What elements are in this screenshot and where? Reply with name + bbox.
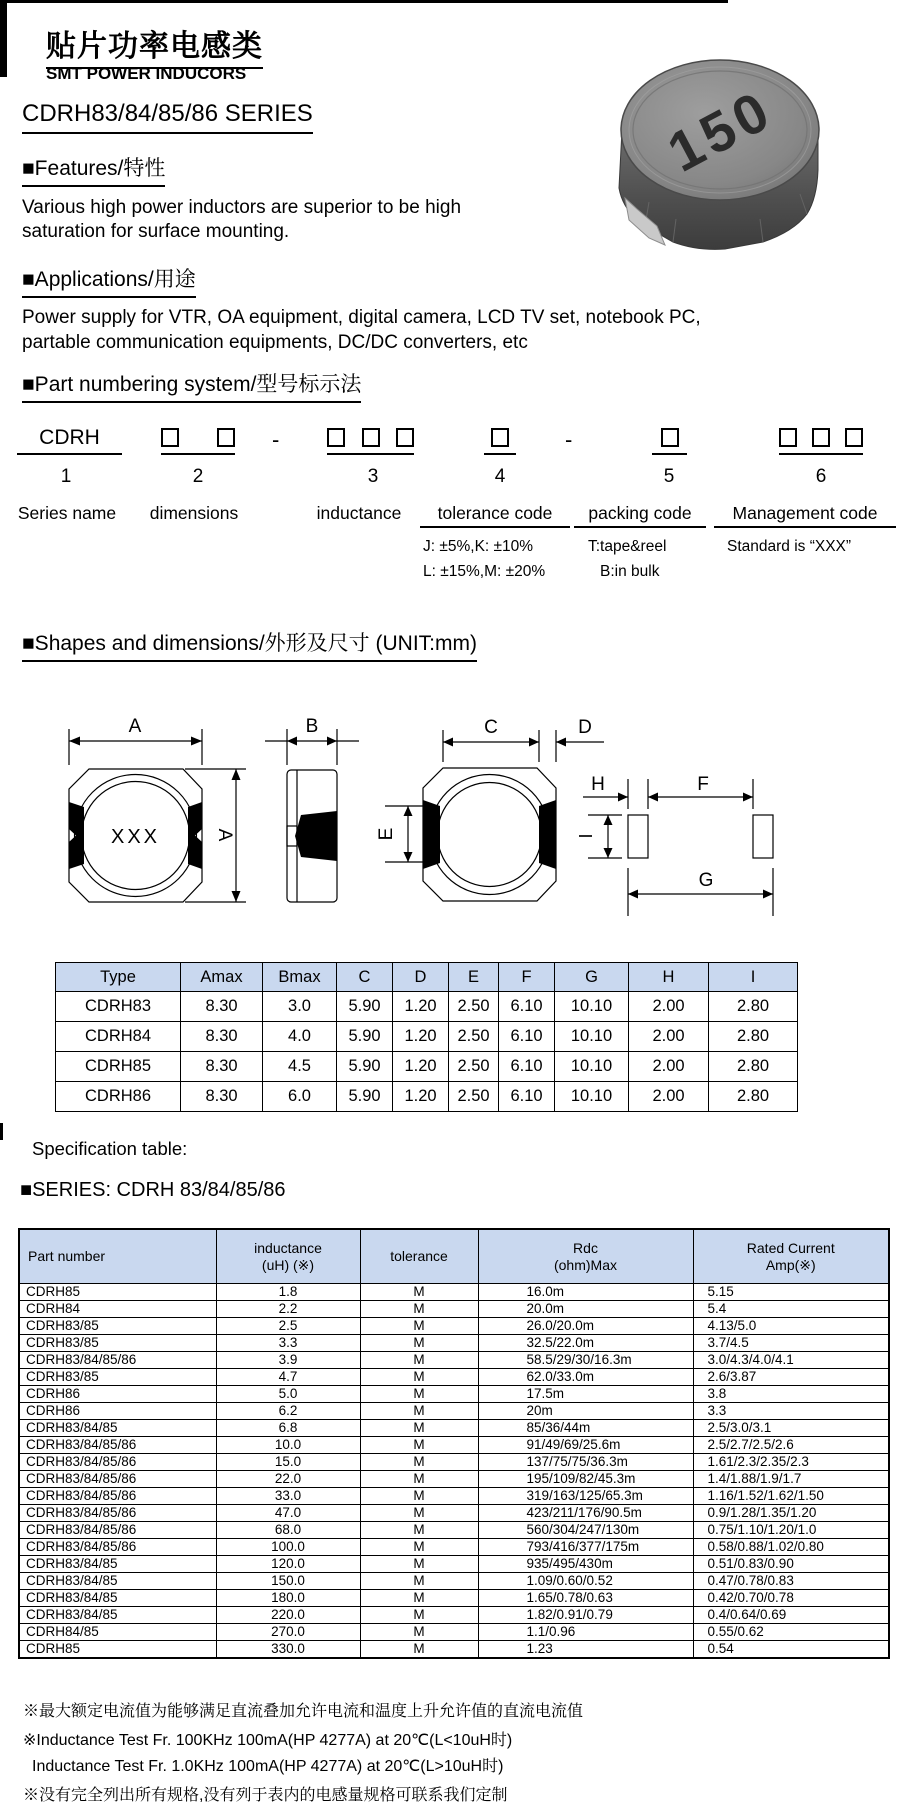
table-cell: 1.23	[478, 1641, 693, 1659]
dim-label-a-top: A	[128, 716, 142, 737]
table-cell: M	[360, 1335, 478, 1352]
table-cell: CDRH85	[56, 1052, 181, 1082]
table-cell: 6.10	[499, 992, 555, 1022]
table-cell: 793/416/377/175m	[478, 1539, 693, 1556]
dimension-drawings	[0, 690, 904, 960]
table-cell: 180.0	[216, 1590, 360, 1607]
table-cell: 4.7	[216, 1369, 360, 1386]
table-cell: 3.7/4.5	[693, 1335, 889, 1352]
table-cell: 1.09/0.60/0.52	[478, 1573, 693, 1590]
page-left-tick	[0, 1123, 3, 1140]
table-cell: M	[360, 1352, 478, 1369]
table-cell: 935/495/430m	[478, 1556, 693, 1573]
table-cell: 17.5m	[478, 1386, 693, 1403]
table-cell: 6.10	[499, 1052, 555, 1082]
table-cell: 220.0	[216, 1607, 360, 1624]
table-cell: M	[360, 1573, 478, 1590]
table-cell: M	[360, 1624, 478, 1641]
table-cell: M	[360, 1403, 478, 1420]
code-box	[812, 428, 830, 447]
table-cell: 0.55/0.62	[693, 1624, 889, 1641]
table-cell: 319/163/125/65.3m	[478, 1488, 693, 1505]
table-cell: 5.90	[337, 1082, 393, 1112]
pn-packing-detail-2: B:in bulk	[600, 563, 660, 580]
pn-tolerance-detail-2: L: ±15%,M: ±20%	[423, 563, 546, 580]
table-cell: M	[360, 1641, 478, 1659]
table-cell: 32.5/22.0m	[478, 1335, 693, 1352]
table-row	[19, 1624, 889, 1641]
table-cell: 0.51/0.83/0.90	[693, 1556, 889, 1573]
table-cell: 1.4/1.88/1.9/1.7	[693, 1471, 889, 1488]
table-cell: M	[360, 1284, 478, 1301]
table-cell: 150.0	[216, 1573, 360, 1590]
table-row	[19, 1403, 889, 1420]
table-cell: CDRH84/85	[19, 1624, 216, 1641]
pn-tolerance-detail-1: J: ±5%,K: ±10%	[423, 538, 534, 555]
table-row	[19, 1301, 889, 1318]
table-row	[19, 1284, 889, 1301]
table-cell: 5.90	[337, 992, 393, 1022]
pn-management-boxes	[779, 428, 863, 455]
table-cell: CDRH83/85	[19, 1369, 216, 1386]
table-cell: 6.10	[499, 1022, 555, 1052]
table-cell: 2.80	[709, 992, 798, 1022]
pn-dash-2: -	[565, 427, 573, 452]
table-cell: CDRH83/84/85	[19, 1590, 216, 1607]
table-cell: CDRH83/84/85	[19, 1556, 216, 1573]
pn-packing-detail-1: T:tape&reel	[588, 538, 667, 555]
table-row	[56, 1022, 798, 1052]
product-photo	[545, 30, 875, 260]
table-cell: 1.20	[393, 1022, 449, 1052]
table-row	[19, 1488, 889, 1505]
pn-tolerance-box	[484, 428, 516, 455]
table-cell: 2.00	[629, 1022, 709, 1052]
table-cell: 2.50	[449, 1022, 499, 1052]
table-row	[19, 1437, 889, 1454]
land-pattern-drawing	[576, 774, 773, 916]
table-cell: 20.0m	[478, 1301, 693, 1318]
table-cell: CDRH85	[19, 1641, 216, 1659]
land-pad-left	[628, 815, 648, 858]
table-row	[19, 1420, 889, 1437]
code-box	[161, 428, 179, 447]
table-row	[19, 1454, 889, 1471]
table-cell: 560/304/247/130m	[478, 1522, 693, 1539]
table-cell: 0.54	[693, 1641, 889, 1659]
table-cell: CDRH84	[19, 1301, 216, 1318]
table-cell: CDRH83/85	[19, 1335, 216, 1352]
column-header-part-number: Part number	[19, 1229, 216, 1284]
table-row	[19, 1369, 889, 1386]
column-header-rated-current: Rated Current Amp(※)	[693, 1229, 889, 1284]
table-cell: 1.20	[393, 1082, 449, 1112]
table-cell: 2.50	[449, 1052, 499, 1082]
table-cell: 100.0	[216, 1539, 360, 1556]
table-cell: M	[360, 1369, 478, 1386]
part-numbering-heading: ■Part numbering system/型号标示法	[22, 368, 361, 403]
table-cell: CDRH83/84/85	[19, 1607, 216, 1624]
table-row	[19, 1539, 889, 1556]
table-cell: 137/75/75/36.3m	[478, 1454, 693, 1471]
features-line-2: saturation for surface mounting.	[22, 221, 290, 242]
table-cell: 6.0	[263, 1082, 337, 1112]
table-cell: CDRH83/84/85/86	[19, 1488, 216, 1505]
table-cell: 270.0	[216, 1624, 360, 1641]
pn-position-6: 6	[815, 466, 827, 487]
table-cell: 4.5	[263, 1052, 337, 1082]
dim-label-a-side: A	[214, 828, 235, 842]
dim-label-f: F	[697, 774, 709, 795]
footnote-4: ※没有完全列出所有规格,没有列于表内的电感量规格可联系我们定制	[23, 1787, 508, 1804]
table-cell: CDRH83/84/85	[19, 1573, 216, 1590]
table-cell: CDRH83/85	[19, 1318, 216, 1335]
table-cell: CDRH86	[19, 1386, 216, 1403]
table-cell: 3.9	[216, 1352, 360, 1369]
table-cell: 330.0	[216, 1641, 360, 1659]
table-cell: M	[360, 1386, 478, 1403]
table-cell: 8.30	[181, 992, 263, 1022]
specification-table	[18, 1228, 890, 1659]
page-subtitle: SMT POWER INDUCORS	[46, 64, 247, 83]
dim-label-g: G	[698, 870, 714, 891]
side-view-drawing	[265, 716, 359, 902]
table-cell: 4.0	[263, 1022, 337, 1052]
table-row	[56, 1052, 798, 1082]
table-cell: 5.4	[693, 1301, 889, 1318]
pn-caption-dimensions: dimensions	[149, 503, 239, 523]
table-cell: 22.0	[216, 1471, 360, 1488]
page-title: 贴片功率电感类	[46, 21, 263, 69]
table-cell: M	[360, 1590, 478, 1607]
pn-position-5: 5	[663, 466, 675, 487]
table-cell: 2.5/2.7/2.5/2.6	[693, 1437, 889, 1454]
table-cell: 2.00	[629, 992, 709, 1022]
code-box	[779, 428, 797, 447]
table-cell: 1.65/0.78/0.63	[478, 1590, 693, 1607]
dim-label-i: I	[576, 833, 596, 839]
page-left-border	[0, 0, 7, 77]
spec-intro: Specification table:	[32, 1138, 188, 1159]
table-cell: M	[360, 1607, 478, 1624]
column-header: G	[555, 963, 629, 992]
table-cell: 3.3	[216, 1335, 360, 1352]
table-cell: 2.2	[216, 1301, 360, 1318]
table-cell: 10.0	[216, 1437, 360, 1454]
table-cell: 5.90	[337, 1052, 393, 1082]
features-heading: ■Features/特性	[22, 152, 165, 187]
pn-caption-packing-code: packing code	[574, 503, 706, 528]
table-cell: 2.50	[449, 1082, 499, 1112]
column-header-inductance: inductance (uH) (※)	[216, 1229, 360, 1284]
table-row	[19, 1573, 889, 1590]
table-row	[19, 1641, 889, 1659]
code-box	[217, 428, 235, 447]
table-cell: 20m	[478, 1403, 693, 1420]
footnote-1: ※最大额定电流值为能够满足直流叠加允许电流和温度上升允许值的直流电流值	[23, 1703, 584, 1720]
table-cell: M	[360, 1556, 478, 1573]
table-cell: 3.0/4.3/4.0/4.1	[693, 1352, 889, 1369]
table-cell: CDRH84	[56, 1022, 181, 1052]
column-header: Amax	[181, 963, 263, 992]
column-header: I	[709, 963, 798, 992]
table-cell: M	[360, 1488, 478, 1505]
table-cell: M	[360, 1420, 478, 1437]
table-cell: 26.0/20.0m	[478, 1318, 693, 1335]
table-cell: CDRH83/84/85/86	[19, 1437, 216, 1454]
table-row	[19, 1505, 889, 1522]
pn-caption-series-name: Series name	[17, 503, 117, 523]
spec-header-row	[19, 1229, 889, 1284]
table-cell: 0.4/0.64/0.69	[693, 1607, 889, 1624]
column-header: C	[337, 963, 393, 992]
table-cell: 5.0	[216, 1386, 360, 1403]
table-cell: 8.30	[181, 1022, 263, 1052]
table-row	[56, 1082, 798, 1112]
front-view-drawing	[69, 716, 246, 902]
table-cell: 0.75/1.10/1.20/1.0	[693, 1522, 889, 1539]
table-cell: 1.16/1.52/1.62/1.50	[693, 1488, 889, 1505]
table-cell: 2.80	[709, 1082, 798, 1112]
footnote-3: Inductance Test Fr. 1.0KHz 100mA(HP 4277A) at 20℃(L>10uH时)	[32, 1758, 504, 1775]
table-cell: CDRH83	[56, 992, 181, 1022]
table-cell: 2.80	[709, 1052, 798, 1082]
table-cell: 6.8	[216, 1420, 360, 1437]
table-cell: 33.0	[216, 1488, 360, 1505]
pn-inductance-boxes	[327, 428, 414, 455]
series-title: CDRH83/84/85/86 SERIES	[22, 100, 313, 134]
table-cell: 120.0	[216, 1556, 360, 1573]
table-cell: 68.0	[216, 1522, 360, 1539]
table-row	[19, 1471, 889, 1488]
pn-packing-box	[652, 428, 687, 455]
pn-dimensions-boxes	[161, 428, 235, 455]
pn-caption-management-code: Management code	[714, 503, 896, 528]
shapes-heading: ■Shapes and dimensions/外形及尺寸 (UNIT:mm)	[22, 627, 477, 662]
table-cell: 3.8	[693, 1386, 889, 1403]
table-cell: M	[360, 1437, 478, 1454]
table-cell: 1.82/0.91/0.79	[478, 1607, 693, 1624]
pn-position-3: 3	[367, 466, 379, 487]
table-cell: CDRH83/84/85/86	[19, 1539, 216, 1556]
table-cell: 47.0	[216, 1505, 360, 1522]
table-cell: 15.0	[216, 1454, 360, 1471]
table-cell: 2.5	[216, 1318, 360, 1335]
dim-label-d: D	[578, 717, 592, 738]
table-cell: CDRH83/84/85/86	[19, 1454, 216, 1471]
table-cell: CDRH83/84/85/86	[19, 1352, 216, 1369]
table-cell: 2.00	[629, 1082, 709, 1112]
table-cell: M	[360, 1505, 478, 1522]
dim-label-h: H	[591, 774, 605, 795]
table-cell: 3.3	[693, 1403, 889, 1420]
table-row	[19, 1522, 889, 1539]
table-cell: 8.30	[181, 1082, 263, 1112]
table-row	[19, 1352, 889, 1369]
column-header-tolerance: tolerance	[360, 1229, 478, 1284]
table-cell: M	[360, 1471, 478, 1488]
table-cell: CDRH83/84/85/86	[19, 1522, 216, 1539]
code-box	[845, 428, 863, 447]
table-cell: M	[360, 1301, 478, 1318]
pn-position-4: 4	[494, 466, 506, 487]
table-cell: 4.13/5.0	[693, 1318, 889, 1335]
pn-dash-1: -	[272, 427, 280, 452]
features-line-1: Various high power inductors are superior to be high	[22, 197, 462, 218]
table-cell: 0.47/0.78/0.83	[693, 1573, 889, 1590]
table-cell: 6.10	[499, 1082, 555, 1112]
table-cell: 3.0	[263, 992, 337, 1022]
table-cell: 85/36/44m	[478, 1420, 693, 1437]
table-cell: 10.10	[555, 1082, 629, 1112]
table-cell: CDRH86	[56, 1082, 181, 1112]
table-row	[19, 1590, 889, 1607]
table-cell: 2.80	[709, 1022, 798, 1052]
bottom-view-drawing	[376, 717, 604, 901]
inductor-body	[619, 60, 819, 249]
column-header: D	[393, 963, 449, 992]
table-cell: 0.9/1.28/1.35/1.20	[693, 1505, 889, 1522]
column-header: E	[449, 963, 499, 992]
table-cell: CDRH85	[19, 1284, 216, 1301]
table-cell: 58.5/29/30/16.3m	[478, 1352, 693, 1369]
dimensions-header-row	[56, 963, 798, 992]
table-row	[19, 1556, 889, 1573]
code-box	[327, 428, 345, 447]
pn-prefix-group	[17, 428, 122, 455]
table-cell: 2.00	[629, 1052, 709, 1082]
inductor-marking: 150	[657, 77, 783, 184]
table-cell: 5.90	[337, 1022, 393, 1052]
dim-label-c: C	[484, 717, 498, 738]
spec-series-heading: ■SERIES: CDRH 83/84/85/86	[20, 1179, 286, 1201]
column-header: Bmax	[263, 963, 337, 992]
dimensions-table	[55, 962, 798, 1112]
table-cell: 1.20	[393, 1052, 449, 1082]
code-box	[396, 428, 414, 447]
table-cell: 1.8	[216, 1284, 360, 1301]
pn-prefix: CDRH	[39, 426, 100, 449]
dim-label-e: E	[376, 827, 397, 841]
table-cell: CDRH86	[19, 1403, 216, 1420]
table-cell: 91/49/69/25.6m	[478, 1437, 693, 1454]
table-row	[19, 1318, 889, 1335]
table-cell: CDRH83/84/85	[19, 1420, 216, 1437]
table-cell: 0.58/0.88/1.02/0.80	[693, 1539, 889, 1556]
column-header-rdc: Rdc (ohm)Max	[478, 1229, 693, 1284]
column-header: F	[499, 963, 555, 992]
table-cell: 62.0/33.0m	[478, 1369, 693, 1386]
table-cell: 2.50	[449, 992, 499, 1022]
marking-placeholder: XXX	[110, 826, 161, 848]
table-cell: 195/109/82/45.3m	[478, 1471, 693, 1488]
table-cell: 10.10	[555, 1052, 629, 1082]
land-pad-right	[753, 815, 773, 858]
table-cell: M	[360, 1522, 478, 1539]
table-cell: CDRH83/84/85/86	[19, 1505, 216, 1522]
pn-caption-tolerance-code: tolerance code	[420, 503, 570, 528]
table-cell: 1.20	[393, 992, 449, 1022]
table-cell: 0.42/0.70/0.78	[693, 1590, 889, 1607]
column-header: Type	[56, 963, 181, 992]
applications-line-1: Power supply for VTR, OA equipment, digital camera, LCD TV set, notebook PC,	[22, 307, 701, 328]
table-cell: 1.61/2.3/2.35/2.3	[693, 1454, 889, 1471]
dim-label-b: B	[305, 716, 319, 737]
table-cell: 5.15	[693, 1284, 889, 1301]
table-row	[19, 1335, 889, 1352]
table-cell: 2.5/3.0/3.1	[693, 1420, 889, 1437]
table-row	[19, 1607, 889, 1624]
code-box	[362, 428, 380, 447]
table-cell: CDRH83/84/85/86	[19, 1471, 216, 1488]
table-cell: M	[360, 1318, 478, 1335]
pn-management-detail: Standard is “XXX”	[727, 538, 852, 555]
table-cell: 2.6/3.87	[693, 1369, 889, 1386]
table-row	[19, 1386, 889, 1403]
table-cell: 10.10	[555, 1022, 629, 1052]
table-cell: 1.1/0.96	[478, 1624, 693, 1641]
table-cell: 423/211/176/90.5m	[478, 1505, 693, 1522]
footnote-2: ※Inductance Test Fr. 100KHz 100mA(HP 4277A) at 20℃(L<10uH时)	[23, 1732, 513, 1749]
pn-caption-inductance: inductance	[316, 503, 402, 523]
code-box	[491, 428, 509, 447]
table-cell: M	[360, 1539, 478, 1556]
table-cell: 6.2	[216, 1403, 360, 1420]
applications-line-2: partable communication equipments, DC/DC converters, etc	[22, 332, 528, 353]
pn-position-1: 1	[60, 466, 72, 487]
table-row	[56, 992, 798, 1022]
table-cell: 8.30	[181, 1052, 263, 1082]
table-cell: M	[360, 1454, 478, 1471]
column-header: H	[629, 963, 709, 992]
pn-position-2: 2	[192, 466, 204, 487]
table-cell: 16.0m	[478, 1284, 693, 1301]
page-top-border	[0, 0, 728, 3]
code-box	[661, 428, 679, 447]
applications-heading: ■Applications/用途	[22, 263, 196, 298]
table-cell: 10.10	[555, 992, 629, 1022]
